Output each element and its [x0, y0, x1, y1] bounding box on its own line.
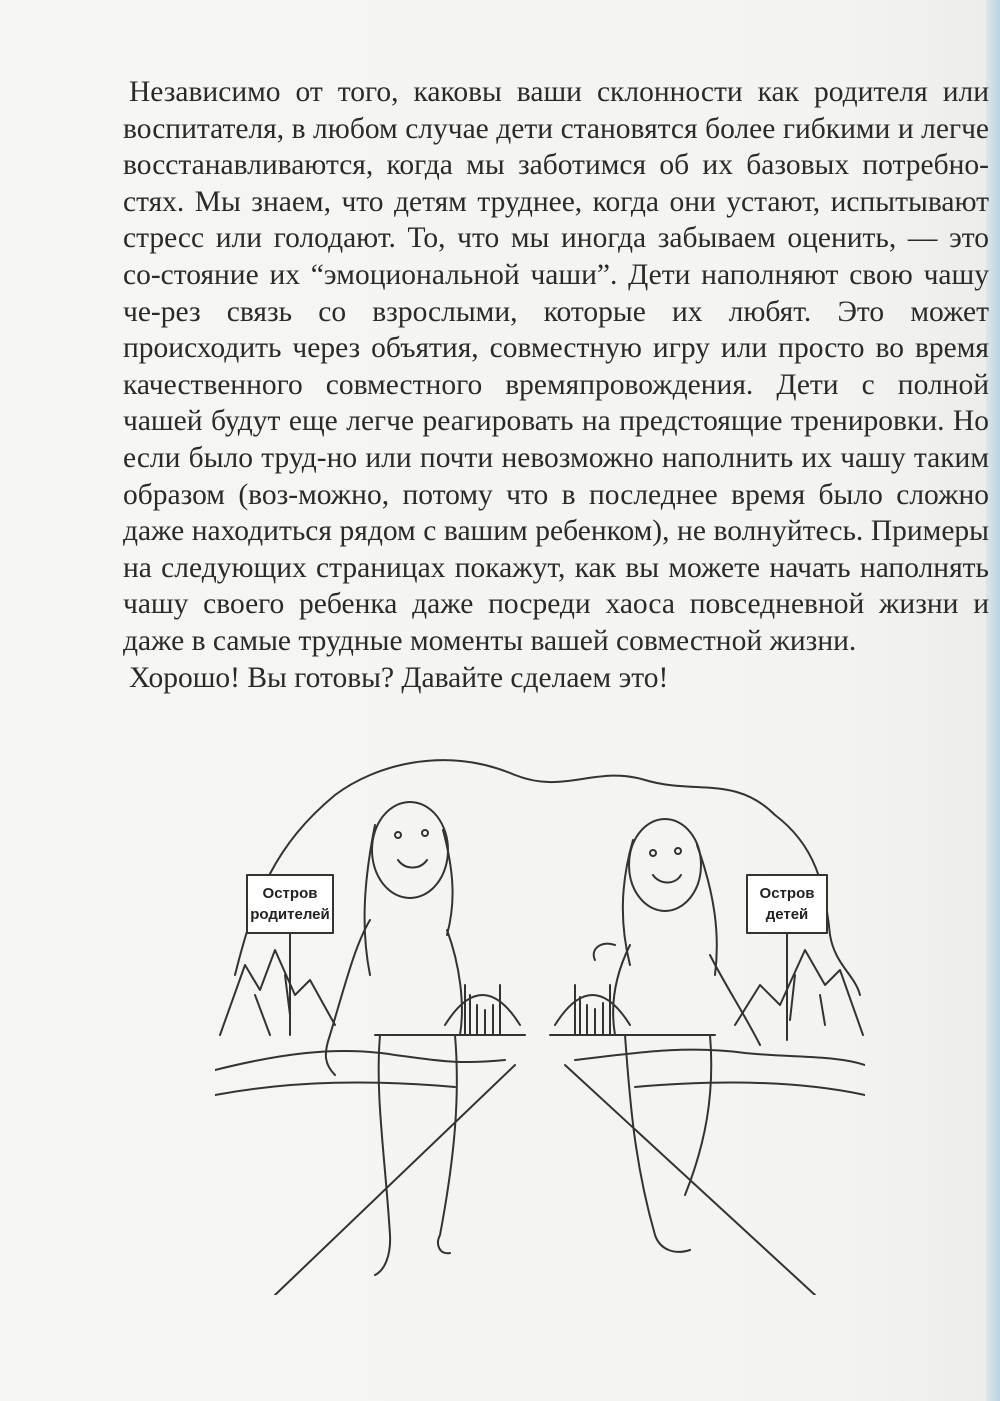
ground-right: [575, 1050, 865, 1065]
bridge-left: [440, 985, 525, 1035]
sign-right-line1: Остров: [759, 885, 815, 902]
ground-left: [215, 1051, 505, 1070]
road-left-edge: [275, 1065, 515, 1295]
figure-parent: [326, 802, 462, 1275]
sign-left-line2: родителей: [250, 906, 330, 923]
sign-left-line1: Остров: [262, 885, 318, 902]
illustration-two-islands: [215, 735, 865, 1295]
body-text: [123, 74, 989, 696]
bridge-right: [550, 985, 635, 1035]
paragraph-closing: Хорошо! Вы готовы? Давайте сделаем это!: [129, 661, 669, 694]
mountains-right: [735, 950, 863, 1035]
sign-right-line2: детей: [765, 906, 809, 923]
paragraph-main: Независимо от того, каковы ваши склонности как родителя или воспитателя, в любом случае дети становятся более гибкими и легче восстанавливаются, когда мы заботимся об их базовых потребно-стях. Мы знаем, что детям труднее, когда они устают, испытывают стресс или голодают. То, что мы иногда забываем оценить, — это со-стояние их “эмоциональной чаши”. Дети наполняют свою чашу че-рез связь со взрослыми, которые их любят. Это может происходить через объятия, совместную игру или просто во время качественного совместного времяпровождения. Дети с полной чашей будут еще легче реагировать на предстоящие тренировки. Но если было труд-но или почти невозможно наполнить их чашу таким образом (воз-можно, потому что в последнее время было сложно даже находиться рядом с вашим ребенком), не волнуйтесь. Примеры на следующих страницах покажут, как вы можете начать наполнять чашу своего ребенка даже посреди хаоса повседневной жизни и даже в самые трудные моменты вашей совместной жизни.: [123, 76, 989, 657]
